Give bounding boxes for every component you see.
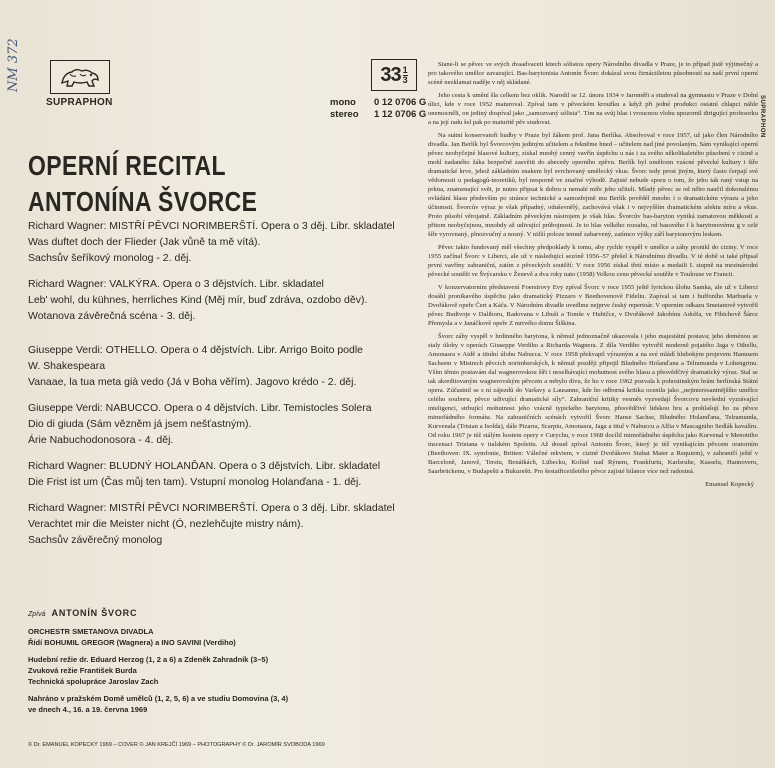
speed-denominator: 3 [402, 74, 408, 85]
liner-paragraph: Jeho cesta k umění šla celkem bez oklik. Narodil se 12. února 1934 v Jaroměři a studoval na gymnasiu v Praze v Dolní úlici, kde v roce 1952 maturoval. Zpíval tam v pěveckém kroužku a když při jedné produkci ostatní chlapci náhle onemocněli, on jediný dospíval jako „samozvaný sólista“. Tím na svůj hlas i vroucnou vlohu upozornil dirigující profesorku a na její radu šel pak po maturitě pěv studovat. [428, 92, 758, 126]
copyright: © Dr. EMANUEL KOPECKÝ 1969 – COVER © JAN KREJČÍ 1969 – PHOTOGRAPHY © Dr. JAROMÍR SVOBODA 1969 [28, 742, 325, 748]
track-line: Richard Wagner: BLUDNÝ HOLANĎAN. Opera o 3 dějstvích. Libr. skladatel [28, 460, 381, 472]
track-list [28, 218, 423, 558]
orchestra: ORCHESTR SMETANOVA DIVADLA [28, 627, 154, 636]
singer-line [28, 608, 423, 620]
liner-paragraph: Pěvec takto fundovaný měl všechny předpoklady k tomu, aby rychle vyspěl v umělce a záhy pronikl do ciziny. V roce 1955 začínal Švorc v Liberci, ale už v následující sezóně 1956–57 přešel k Národnímu divadlu. V té době si také připsal první vavříny zahraniční, zatím z pěveckých soutěží: V roce 1956 získal třetí místo a medaili I. stupně na mezinárodní pěvecké soutěži ve Švýcarsku v Ženevě a dva roky nato (1958) Velkou cenu pěvecké soutěže v Toulouse ve Francii. [428, 244, 758, 278]
singer-name: ANTONÍN ŠVORC [51, 608, 138, 618]
track-item [28, 342, 423, 390]
track-line: Giuseppe Verdi: NABUCCO. Opera o 4 dějstvích. Libr. Temistocles Solera [28, 402, 372, 414]
track-line: Was duftet doch der Flieder (Jak vůně ta mě vítá). [28, 236, 261, 248]
track-line: Sachsův šeříkový monolog - 2. děj. [28, 252, 192, 264]
liner-signature: Emanuel Kopecký [705, 481, 754, 488]
catalog-number: 0 12 0706 G [374, 97, 427, 108]
track-line: Richard Wagner: MISTŘÍ PĚVCI NORIMBERŠTÍ. Opera o 3 děj. Libr. skladatel [28, 502, 395, 514]
track-line: Giuseppe Verdi: OTHELLO. Opera o 4 dějstvích. Libr. Arrigo Boito podle [28, 344, 364, 356]
technical-cooperation: Technická spolupráce Jaroslav Zach [28, 677, 159, 686]
catalog-numbers [330, 97, 426, 121]
handwritten-note: NM 372 [6, 38, 21, 92]
track-line: Die Frist ist um (Čas můj ten tam). Vstupní monolog Holanďana - 1. děj. [28, 476, 362, 488]
sound-direction: Zvuková režie František Burda [28, 666, 137, 675]
track-line: Verachtet mir die Meister nicht (Ó, nezlehčujte mistry nám). [28, 518, 304, 530]
brand-label: SUPRAPHON [46, 97, 113, 108]
speed-whole: 33 [380, 63, 401, 86]
liner-paragraph: Švorc záhy vyspěl v hrdinného barytona, k němuž jednoznačně ukazovala i jeho majestátní postava; jeho doménou se staly úlohy v operách Giuseppe Verdiho a Richarda Wagnera. Z díla Verdiho vytvořil moderně pojatého Jaga v Othellu, Amonasra v Aidě a titulní úlohu Nabucca. V roce 1958 překvapil výrazným a na své mládí hlubokým projevem Hanusem Sachsem v Mistrech pěvcích norimberských, k němuž později připojil Bludného Holanďana a Telramunda v Lohengrinu. Vším těmto postavám dal wagnerovskou šíři i neselhávající mohutnost svého hlasu a přesvědčivý dramatický výraz. Stal se tak akreditovaným wagnerovským pěvcem a nebylo divu, že ho v roce 1962 pozvala k pohostinským hrám berlínská Státní opera. Zúčastnil se s ní zájezdů do Varšavy a Lausanne, kde ho odborná kritika ocenila jako „nejinteresantnějšího umělce celého souboru, pěvce udivující dramatické síly“. Zahraniční kritiky vesměs vyzvedají Švorcovu nevšední vyzrávající inteligenci, strhující mohutnost jeho vzácně typického barytonu, přesvědčivé lidskou hru a prohlašují ho za pěvce mimořádného formátu. Na zahraničních scénách vytvořil Švorc Hanse Sachse, Bludného Holanďana, Telramunda, Kurvenala (Tristan a Isolda), dále Pizarra, Scarpiu, Amonasra, Jaga a titul v Nabuccu a Alfia v Mascagniho Sedlák kavalíru. Od roku 1967 je též stálým hostem opery v Curychu, v roce 1968 docílil mimořádného úspěchu jako Kurvenal v Menottiho inscenaci Tristana v italském Spolettu. Až dosud zpíval Antonín Švorc, který je též vynikajícím pěvcem oratorním (Beethoven: IX. symfonie, Britten: Válečné rekviem, v cizině Dvořákovo Stabat Mater a Requiem), v zahraničí ještě v Barceloně, Janově, Terstu, Benátkách, Lübecku, Kolíně nad Rýnem, Frankfurtu, Karlsruhe, Kasselu, Hannoveru, Saarbrückenu, v Budapešti a Bukurešti. Pro šestatřicetiletého pěvce zajisté bilance více než radostná. [428, 333, 758, 475]
liner-notes [428, 60, 758, 493]
track-item [28, 500, 423, 548]
track-line: Leb' wohl, du kühnes, herrliches Kind (Měj mír, buď zdráva, ozdobo děv). [28, 294, 368, 306]
track-line: W. Shakespeara [28, 360, 106, 372]
track-item [28, 400, 423, 448]
supraphon-logo [50, 60, 110, 94]
speed-badge [371, 59, 417, 91]
album-title-line2: ANTONÍNA ŠVORCE [28, 186, 258, 217]
track-line: Richard Wagner: MISTŘÍ PĚVCI NORIMBERŠTÍ. Opera o 3 děj. Libr. skladatel [28, 220, 395, 232]
track-line: Richard Wagner: VALKÝRA. Opera o 3 dějstvích. Libr. skladatel [28, 278, 324, 290]
catalog-number: 1 12 0706 G [374, 109, 427, 120]
catalog-type: mono [330, 97, 356, 108]
album-title [28, 148, 257, 220]
liner-paragraph: Na státní konservatoři hudby v Praze byl žákem prof. Jana Berlíka. Absolvoval v roce 1957, už jako člen Národního divadla. Jan Berlík byl Švorcovým jediným učitelem a řekněme hned – učitelem nad jiné povolaným. Sám vynikající operní pěvec neobyčejné hlasové kultury, získal mnohý cenný vavřín úspěchu u nás i za svého několikaletého působení v cizině a mohl nadaného žáka bezpečně zasvětit do abecedy operního zpěvu. Berlík byl umělcem vzácné pěvecké kultury i šíře dramatické krve, jehož základním znakem byl svrchovaný umělecký vkus. Švorc tedy prost jiným, který často čerpají své vědomosti u pedagogů-teoretiků, byl nesporně ve značné výhodě. Zajisté nebude sporu o tom, že jeho tak raný vstup na prkna, znamenající svět, je nutno připsat k dobru u nemalé míře jeho učiteli. Mladý pěvec se od něho naučil dokonalému ovládání hlasu především po stránce technické a samozřejmě mu Berlík povědél mnoho i o dramatickém výrazu a jeho účinnosti. Švorcův výraz je však případný, oduševnělý, zachovává však i v nejvyšším dramatickém afektu míru a vkus. Proto působí věrojatně. Základním pěveckým nástrojem je však hlas. Švorcův bas-baryton vyniká zamatovou měkkostí a přitom neobyčejnou, mnohdy až udivující průbojností. Je to hlas velkého rozsahu, od basového f k barytonovému g v celé šíře vyrovnaný, plnozvučný a nosný. V nižší poloze temně zabarvený, zatímco výšky září barytonovým leskem. [428, 132, 758, 238]
music-direction: Hudební režie dr. Eduard Herzog (1, 2 a 6) a Zdeněk Zahradník (3–5) [28, 655, 269, 664]
track-item [28, 218, 423, 266]
catalog-type: stereo [330, 109, 359, 120]
spine-brand: SUPRAPHON [759, 95, 765, 138]
track-line: Vanaae, la tua meta già vedo (Já v Boha věřím). Jagovo krédo - 2. děj. [28, 376, 357, 388]
track-line: Wotanova závěrečná scéna - 3. děj. [28, 310, 196, 322]
track-item [28, 458, 423, 490]
track-line: Sachsův závěrečný monolog [28, 534, 163, 546]
conductors: Řídí BOHUMIL GREGOR (Wagnera) a INO SAVINI (Verdiho) [28, 638, 236, 647]
speed-numerator: 1 [402, 64, 408, 75]
track-line: Árie Nabuchodonosora - 4. děj. [28, 434, 174, 446]
sings-label: Zpívá [28, 611, 46, 618]
lion-emblem-icon [58, 65, 102, 89]
track-line: Dio di giuda (Sám vězněm já jsem nešťastným). [28, 418, 252, 430]
liner-paragraph: Stane-li se pěvec ve svých dvaadvaceti letech sólistou opery Národního divadla v Praze, je to případ jistě výjimečný a pro takového umělce zavazující. Bas-barytonista Antonín Švorc dokázal svou čtrnáctiletou působností na naší první operní scéně nezklamat naděje v něj skládané. [428, 61, 758, 86]
recording-info: Nahráno v pražském Domě umělců (1, 2, 5, 6) a ve studiu Domovina (3, 4) [28, 694, 289, 703]
track-item [28, 276, 423, 324]
credits [28, 608, 423, 715]
liner-paragraph: V konzervatorním představení Foerstrovy Evy zpíval Švorc v roce 1955 ještě lyrickou úlohu Samka, ale už v Liberci dosáhl pronikavého úspěchu jako dramatický Pizzaro v Beethovenově Fideliu. Zapíval si tam i buffoního Marbuela v Dvořákově opeře Čert a Káča. V Národním divadle uvedlme nejprve český repertoár. V operním odkazu Smetanově vytvořil pěvec Budivoje v Daliboru, Radovana v Libuši a Tomše v Hubičce, v Dvořákově Jakobínu Adolfa, ve Fibichově Šárce Přemysla a v Janáčkově opeře Z mrtvého domu Šiškina. [428, 284, 758, 327]
album-title-line1: OPERNÍ RECITAL [28, 150, 226, 181]
recording-dates: ve dnech 4., 16. a 19. června 1969 [28, 705, 148, 714]
